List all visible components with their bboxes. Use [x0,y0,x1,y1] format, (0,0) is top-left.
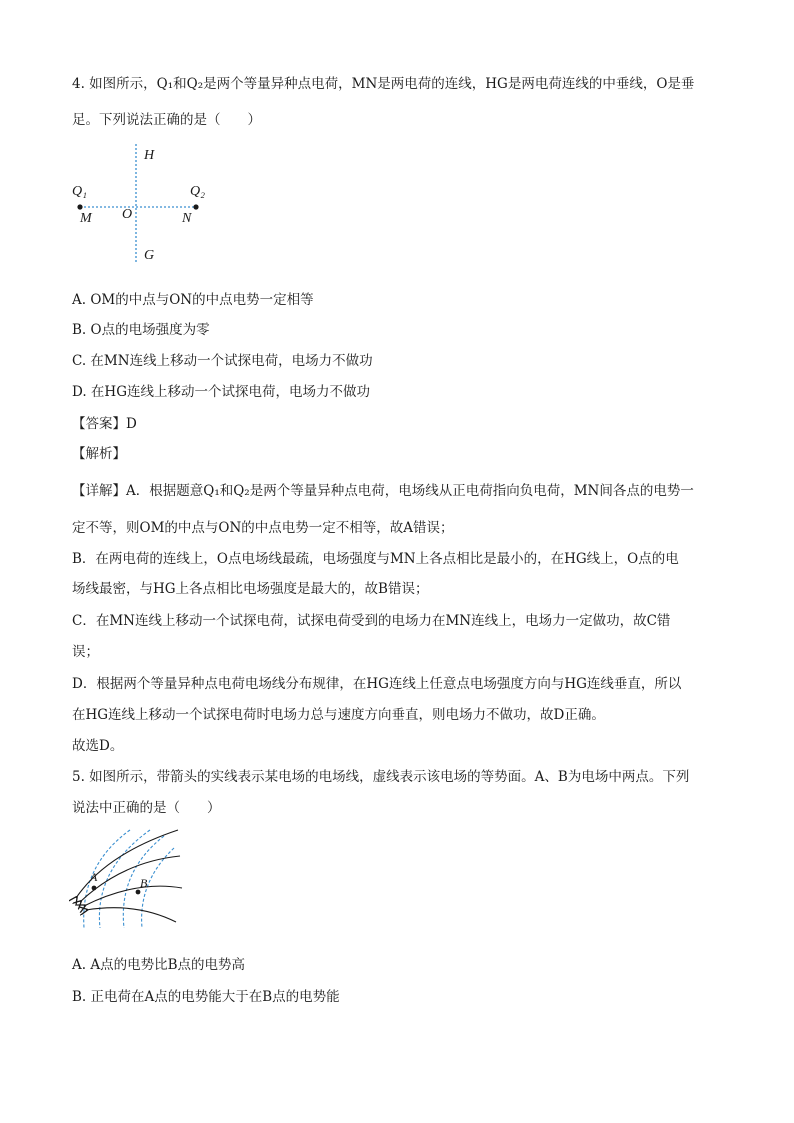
q4-option-b: B. O点的电场强度为零 [72,322,210,338]
label-q1: Q₁ [72,184,87,199]
field-line-3 [84,886,182,906]
q4-stem-line1: 4. 如图所示，Q₁和Q₂是两个等量异种点电荷，MN是两电荷的连线，HG是两电荷连线的中垂线，O是垂 [72,76,695,92]
q5-stem-line2: 说法中正确的是（ ） [72,800,221,816]
q4-option-a: A. OM的中点与ON的中点电势一定相等 [72,292,314,308]
label-q2: Q₂ [190,184,205,199]
explanation-line-6: 误； [72,644,99,660]
explanation-line-3: B．在两电荷的连线上，O点电场线最疏，电场强度与MN上各点相比是最小的，在HG线上，O点的电 [72,551,679,567]
label-o: O [122,207,133,222]
label-a: A [90,870,98,884]
q4-option-c: C. 在MN连线上移动一个试探电荷，电场力不做功 [72,353,373,369]
label-h: H [144,148,155,163]
q4-analysis-title: 【解析】 [72,446,126,462]
explanation-line-1: 【详解】A．根据题意Q₁和Q₂是两个等量异种点电荷，电场线从正电荷指向负电荷，MN间各点的电势一 [72,483,694,499]
charge-q2-dot [193,204,198,209]
q5-option-a: A. A点的电势比B点的电势高 [72,957,246,973]
label-m: M [80,211,92,226]
label-g: G [144,248,155,263]
label-b: B [140,876,148,890]
explanation-line-7: D．根据两个等量异种点电荷电场线分布规律，在HG连线上任意点电场强度方向与HG连线垂直，所以 [72,676,682,692]
q5-option-b: B. 正电荷在A点的电势能大于在B点的电势能 [72,989,340,1005]
field-line-1 [76,830,178,898]
q5-stem-line1: 5. 如图所示，带箭头的实线表示某电场的电场线，虚线表示该电场的等势面。A、B为电场中两点。下列 [72,769,690,785]
explanation-line-2: 定不等，则OM的中点与ON的中点电势一定不相等，故A错误； [72,520,454,536]
q4-stem-line2: 足。下列说法正确的是（ ） [72,112,261,128]
point-a-dot [92,886,97,891]
charge-q1-dot [77,204,82,209]
q5-figure [66,826,192,930]
explanation-line-9: 故选D。 [72,738,124,754]
label-n: N [182,211,192,226]
explanation-line-8: 在HG连线上移动一个试探电荷时电场力总与速度方向垂直，则电场力不做功，故D正确。 [72,707,605,723]
explanation-line-4: 场线最密，与HG上各点相比电场强度是最大的，故B错误； [72,581,429,597]
q4-answer: 【答案】D [72,416,137,432]
q4-option-d: D. 在HG连线上移动一个试探电荷，电场力不做功 [72,384,370,400]
explanation-line-5: C．在MN连线上移动一个试探电荷，试探电荷受到的电场力在MN连线上，电场力一定做功，故C错 [72,613,671,629]
